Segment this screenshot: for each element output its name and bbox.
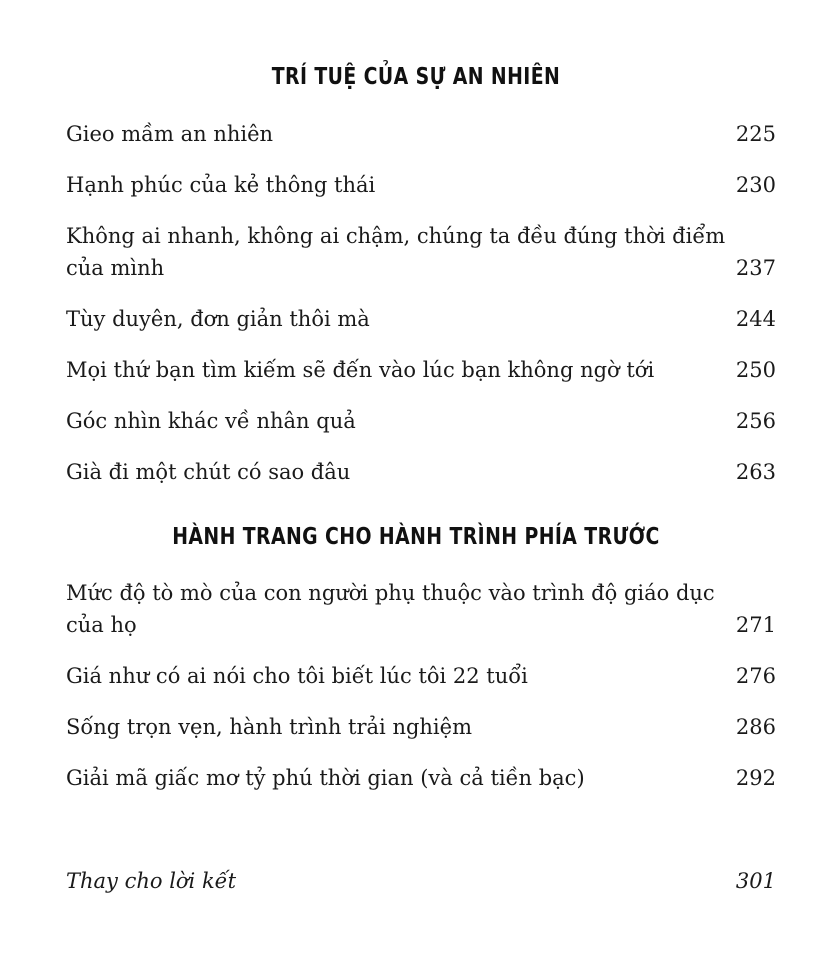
toc-entry[interactable] — [66, 577, 776, 641]
toc-entry-title: Mức độ tò mò của con người phụ thuộc vào trình độ giáo dục của họ — [66, 581, 715, 637]
toc-entry-closing[interactable] — [66, 865, 776, 897]
toc-entry-page: 225 — [735, 122, 776, 146]
toc-entry[interactable] — [66, 660, 776, 692]
toc-entry-page: 237 — [735, 256, 776, 280]
toc-entry-title: Tùy duyên, đơn giản thôi mà — [66, 307, 370, 331]
toc-entry[interactable] — [66, 456, 776, 488]
toc-entry[interactable] — [66, 354, 776, 386]
toc-entry[interactable] — [66, 118, 776, 150]
section-title: HÀNH TRANG CHO HÀNH TRÌNH PHÍA TRƯỚC — [172, 524, 660, 550]
toc-entry-page: 230 — [735, 173, 776, 197]
toc-entry-title: Góc nhìn khác về nhân quả — [66, 409, 356, 433]
toc-entry-title: Thay cho lời kết — [66, 869, 237, 893]
toc-entry-title: Giải mã giấc mơ tỷ phú thời gian (và cả tiền bạc) — [66, 766, 585, 790]
toc-entry[interactable] — [66, 220, 776, 284]
toc-entry-page: 271 — [735, 613, 776, 637]
toc-entry[interactable] — [66, 405, 776, 437]
toc-entry-title: Không ai nhanh, không ai chậm, chúng ta đều đúng thời điểm của mình — [66, 224, 726, 280]
toc-entry-page: 263 — [735, 460, 776, 484]
toc-entry-page: 244 — [735, 307, 776, 331]
toc-entry[interactable] — [66, 303, 776, 335]
toc-entry[interactable] — [66, 711, 776, 743]
toc-entry-title: Sống trọn vẹn, hành trình trải nghiệm — [66, 715, 472, 739]
toc-entry-title: Mọi thứ bạn tìm kiếm sẽ đến vào lúc bạn không ngờ tới — [66, 358, 655, 382]
toc-entry-page: 276 — [735, 664, 776, 688]
section-title: TRÍ TUỆ CỦA SỰ AN NHIÊN — [271, 64, 561, 90]
toc-entry-page: 250 — [735, 358, 776, 382]
toc-entry-page: 256 — [735, 409, 776, 433]
toc-entry[interactable] — [66, 169, 776, 201]
toc-entry-title: Gieo mầm an nhiên — [66, 122, 274, 146]
toc-entry-title: Hạnh phúc của kẻ thông thái — [66, 173, 376, 197]
toc-entry-title: Già đi một chút có sao đâu — [66, 460, 351, 484]
toc-entry-page: 286 — [735, 715, 776, 739]
toc-entry-page: 301 — [735, 869, 776, 893]
toc-entry[interactable] — [66, 762, 776, 794]
toc-entry-page: 292 — [735, 766, 776, 790]
toc-entry-title: Giá như có ai nói cho tôi biết lúc tôi 22 tuổi — [66, 664, 528, 688]
